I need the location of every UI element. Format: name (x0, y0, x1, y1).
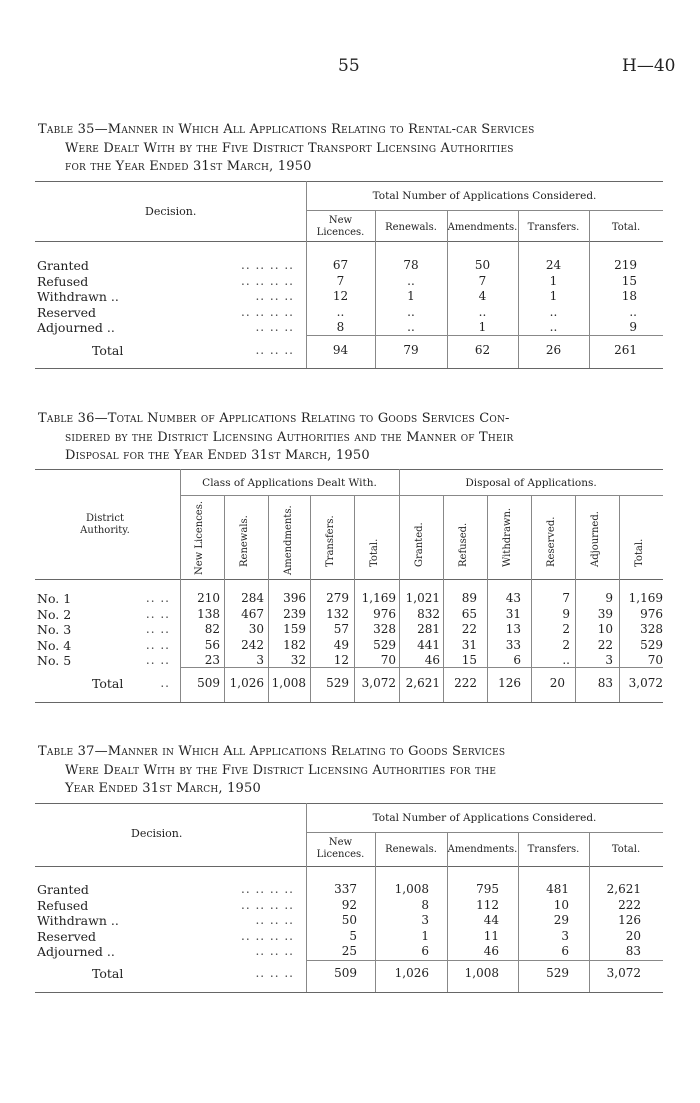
table37-total-cell: 3,072 (606, 966, 641, 980)
table35-title-line: Table 35—Manner in Which All Applications Relating to Rental-car Services (38, 122, 535, 137)
table35-col-new (306, 215, 375, 239)
table36-cell: 13 (505, 622, 521, 636)
table36-leader-dots: .. .. (145, 622, 170, 636)
table37-cell: 126 (618, 913, 641, 927)
table37-col-transfers: Transfers. (527, 844, 580, 855)
table36-cell: 12 (333, 653, 349, 667)
table36-cell: 31 (505, 606, 521, 621)
table35-cell: .. (336, 304, 345, 319)
table36-cell: 976 (640, 606, 663, 621)
table36-col-withdrawn: Withdrawn. (502, 507, 513, 567)
table37-row-label: Granted (37, 882, 89, 897)
table36-cell: 33 (505, 637, 521, 652)
table35-leader-dots: .. .. .. .. (241, 304, 294, 319)
table35-cell: 1 (478, 320, 487, 334)
table37-cell: 6 (561, 944, 569, 958)
table36-col-reserved: Reserved. (546, 516, 557, 567)
table35-row-label: Withdrawn .. (37, 289, 119, 304)
table35-leader-dots: .. .. .. .. (241, 258, 294, 272)
table37-col-new-line2: Licences. (316, 849, 365, 860)
table37-col-amendments: Amendments. (447, 844, 518, 855)
table36-cell: 15 (461, 653, 477, 667)
table36-cell: 138 (197, 606, 220, 621)
table37-total-label: Total (92, 966, 124, 981)
table37-cell: 5 (349, 928, 357, 943)
table35-cell: 1 (549, 273, 558, 288)
table35-row-label: Adjourned .. (37, 320, 115, 335)
table37-leader-dots: .. .. .. .. (241, 897, 294, 912)
table37-total-cell: 1,008 (464, 966, 499, 980)
table37-row-label: Withdrawn .. (37, 913, 119, 928)
table37-cell: 3 (561, 928, 569, 943)
table35-cell: 219 (614, 258, 637, 272)
table37-cell: 25 (341, 944, 357, 958)
table36-cell: .. (562, 653, 570, 667)
table35-total-cell: 26 (545, 343, 562, 357)
table36-col-disposal-total: Total. (634, 538, 645, 567)
table36-col-total: Total. (369, 538, 380, 567)
table37-cell: 222 (618, 897, 641, 912)
table36-total-cell: 1,008 (271, 676, 306, 690)
table35-col-new-line1: New (328, 215, 353, 226)
table35-col-transfers: Transfers. (527, 222, 580, 233)
table37-decision-header: Decision. (131, 827, 183, 840)
table37-cell: 50 (341, 913, 357, 927)
table35-col-total: Total. (611, 222, 641, 233)
table35-cell: .. (549, 304, 558, 319)
table37-total-rule (306, 960, 663, 961)
table36-cell: 3 (605, 653, 613, 667)
table36-cell: 43 (505, 591, 521, 605)
table36-total-cell: 529 (326, 676, 349, 690)
table36-row-label: No. 5 (37, 653, 72, 668)
table35-col-amendments: Amendments. (447, 222, 518, 233)
table36-cell: 70 (647, 653, 663, 667)
table35-cell: 18 (621, 289, 637, 303)
table36-cell: 1,169 (361, 591, 396, 605)
table36-cell: 32 (290, 653, 306, 667)
table35-cell: 1 (407, 289, 415, 303)
table36-cell: 976 (373, 606, 396, 621)
table36-cell: 39 (597, 606, 613, 621)
table36-leader-dots: .. .. (145, 591, 170, 605)
table37-cell: 1 (421, 928, 429, 943)
table36-cell: 6 (513, 653, 521, 667)
table36-cell: 159 (283, 622, 306, 636)
table37-total-cell: 529 (546, 966, 569, 980)
table36-col-granted: Granted. (414, 522, 425, 567)
table37-leader-dots: .. .. .. (255, 966, 294, 980)
table35-cell: .. (407, 304, 415, 319)
table36-cell: 7 (562, 591, 570, 605)
table36-disposal-header: Disposal of Applications. (465, 477, 597, 489)
table35-cell: .. (478, 304, 487, 319)
table36-cell: 57 (333, 622, 349, 636)
table36-total-cell: 3,072 (628, 676, 663, 690)
table36-cell: 182 (283, 637, 306, 652)
table36-col-amendments: Amendments. (283, 505, 294, 575)
table35-cell: 78 (403, 258, 419, 272)
table36-cell: 239 (283, 606, 306, 621)
table36-authority-header-line1: District (86, 513, 124, 524)
table35-row-label: Granted (37, 258, 89, 273)
table36-row-label: No. 3 (37, 622, 72, 637)
table35-cell: .. (407, 273, 415, 288)
table35-cell: 12 (332, 289, 349, 303)
table36-top-rule (35, 469, 663, 470)
table37-cell: 11 (483, 928, 499, 943)
table36-cell: 328 (640, 622, 663, 636)
table35-cell: .. (407, 320, 415, 334)
table37-total-cell: 1,026 (394, 966, 429, 980)
table37-group-header: Total Number of Applications Considered. (372, 812, 597, 824)
table36-cell: 89 (461, 591, 477, 605)
table37-cell: 3 (421, 913, 429, 927)
table36-title-line: sidered by the District Licensing Authorities and the Manner of Their (65, 429, 514, 445)
table36-title (38, 410, 664, 466)
table35-cell: .. (629, 304, 637, 319)
table37-group-rule (306, 832, 663, 833)
table36-leader-dots: .. .. (145, 653, 170, 667)
table36-total-cell: 222 (454, 676, 477, 690)
table35-cell: 7 (336, 273, 345, 288)
table35-leader-dots: .. .. .. (255, 320, 294, 334)
table36-authority-header (70, 513, 140, 537)
table36-total-cell: 3,072 (361, 676, 396, 690)
table35-total-cell: 79 (403, 343, 419, 357)
table36-total-cell: 1,026 (229, 676, 264, 690)
table36-cell: 3 (256, 653, 264, 667)
table35-title (38, 121, 664, 177)
table35-cell: .. (549, 320, 558, 334)
table35-col-renewals: Renewals. (385, 222, 437, 233)
table35-leader-dots: .. .. .. (255, 289, 294, 303)
table35-cell: 1 (549, 289, 558, 303)
table37-col-new-line1: New (328, 837, 353, 848)
table35-total-label: Total (92, 343, 124, 358)
table36-class-header: Class of Applications Dealt With. (202, 477, 377, 489)
table36-col-new-licences: New Licences. (194, 500, 205, 575)
table35-row-label: Reserved (37, 304, 97, 320)
table36-total-cell: 2,621 (405, 676, 440, 690)
table35-bottom-rule (35, 368, 663, 369)
table36-cell: 46 (424, 653, 440, 667)
table37-cell: 44 (483, 913, 499, 927)
table35-header-rule (35, 241, 663, 242)
table37-cell: 6 (421, 944, 429, 958)
table35-total-cell: 261 (614, 343, 637, 357)
table35-title-line: Were Dealt With by the Five District Transport Licensing Authorities (65, 140, 514, 156)
table35-cell: 67 (332, 258, 349, 272)
table36-col-refused: Refused. (458, 522, 469, 567)
table36-cell: 49 (333, 637, 349, 652)
table37-cell: 46 (483, 944, 499, 958)
table37-title (38, 743, 664, 799)
table37-title-line: Were Dealt With by the Five District Licensing Authorities for the (65, 762, 497, 778)
table36-cell: 396 (283, 591, 306, 605)
table36-authority-header-line2: Authority. (80, 525, 130, 536)
table37-row-label: Refused (37, 897, 89, 913)
table35-top-rule (35, 181, 663, 182)
table36-cell: 1,021 (405, 591, 440, 605)
table36-cell: 22 (461, 622, 477, 636)
table35-cell: 9 (629, 320, 637, 334)
table37-cell: 10 (553, 897, 569, 912)
table36-total-label: Total (92, 676, 124, 691)
table36-row-label: No. 2 (37, 606, 72, 622)
table36-cell: 56 (204, 637, 220, 652)
table36-cell: 279 (326, 591, 349, 605)
table36-col-transfers: Transfers. (325, 515, 336, 567)
table37-cell: 83 (625, 944, 641, 958)
table35-group-header: Total Number of Applications Considered. (372, 190, 597, 202)
table37-cell: 2,621 (606, 882, 641, 896)
table37-row-label: Reserved (37, 928, 97, 944)
table36-cell: 284 (241, 591, 264, 605)
table37-leader-dots: .. .. .. (255, 913, 294, 927)
table36-leader-dots: .. (160, 676, 170, 690)
table36-col-adjourned: Adjourned. (590, 511, 601, 567)
table36-group-rule (180, 495, 663, 496)
table36-cell: 210 (197, 591, 220, 605)
table35-leader-dots: .. .. .. (255, 343, 294, 357)
table37-cell: 20 (625, 928, 641, 943)
table37-cell: 8 (421, 897, 429, 912)
table37-title-line: Year Ended 31st March, 1950 (65, 781, 261, 796)
table36-cell: 529 (373, 637, 396, 652)
table35-cell: 50 (474, 258, 491, 272)
table36-header-rule (35, 579, 663, 580)
table36-leader-dots: .. .. (145, 637, 170, 652)
table37-col-total: Total. (611, 844, 641, 855)
table37-cell: 337 (334, 882, 357, 896)
table37-cell: 795 (476, 882, 499, 896)
table35-cell: 8 (336, 320, 345, 334)
table36-cell: 832 (417, 606, 440, 621)
table36-leader-dots: .. .. (145, 606, 170, 621)
table36-cell: 328 (373, 622, 396, 636)
table36-cell: 9 (605, 591, 613, 605)
table37-leader-dots: .. .. .. .. (241, 928, 294, 943)
page-number: 55 (338, 56, 360, 76)
table36-cell: 65 (461, 606, 477, 621)
table36-total-cell: 509 (197, 676, 220, 690)
table36-total-cell: 126 (498, 676, 521, 690)
table36-cell: 22 (597, 637, 613, 652)
table37-header-rule (35, 866, 663, 867)
page-code: H—40 (622, 56, 676, 76)
table35-col-new-line2: Licences. (316, 227, 365, 238)
table35-cell: 15 (621, 273, 637, 288)
table36-cell: 242 (241, 637, 264, 652)
table36-cell: 132 (326, 606, 349, 621)
table36-cell: 2 (562, 637, 570, 652)
table35-leader-dots: .. .. .. .. (241, 273, 294, 288)
table37-bottom-rule (35, 992, 663, 993)
table37-top-rule (35, 803, 663, 804)
table35-row-label: Refused (37, 273, 89, 289)
table36-cell: 9 (562, 606, 570, 621)
table37-cell: 481 (546, 882, 569, 896)
table35-total-cell: 94 (332, 343, 349, 357)
table36-bottom-rule (35, 702, 663, 703)
table36-cell: 1,169 (628, 591, 663, 605)
table37-total-cell: 509 (334, 966, 357, 980)
table35-total-cell: 62 (474, 343, 491, 357)
table37-title-line: Table 37—Manner in Which All Applications Relating to Goods Services (38, 744, 506, 759)
table37-cell: 112 (476, 897, 499, 912)
table36-cell: 2 (562, 622, 570, 636)
table36-total-cell: 20 (549, 676, 565, 690)
table35-cell: 7 (478, 273, 487, 288)
table37-cell: 29 (553, 913, 569, 927)
table36-cell: 31 (461, 637, 477, 652)
table37-cell: 1,008 (394, 882, 429, 896)
table36-cell: 441 (417, 637, 440, 652)
table35-cell: 24 (545, 258, 562, 272)
table35-group-rule (306, 210, 663, 211)
table36-col-renewals: Renewals. (239, 515, 250, 567)
table37-leader-dots: .. .. .. (255, 944, 294, 958)
table37-col-renewals: Renewals. (385, 844, 437, 855)
table36-cell: 82 (204, 622, 220, 636)
table36-title-line: Disposal for the Year Ended 31st March, 1950 (65, 448, 370, 463)
table36-cell: 23 (204, 653, 220, 667)
table37-cell: 92 (341, 897, 357, 912)
table36-cell: 281 (417, 622, 440, 636)
table36-row-label: No. 4 (37, 637, 72, 653)
table36-cell: 10 (597, 622, 613, 636)
table36-cell: 529 (640, 637, 663, 652)
table35-decision-header: Decision. (145, 205, 197, 218)
table36-row-label: No. 1 (37, 591, 72, 606)
table36-cell: 30 (248, 622, 264, 636)
table37-leader-dots: .. .. .. .. (241, 882, 294, 896)
table36-total-cell: 83 (597, 676, 613, 690)
table35-title-line: for the Year Ended 31st March, 1950 (65, 159, 312, 174)
table37-col-new (306, 837, 375, 861)
table36-cell: 467 (241, 606, 264, 621)
table36-title-line: Table 36—Total Number of Applications Relating to Goods Services Con- (38, 411, 510, 426)
table35-cell: 4 (478, 289, 487, 303)
table36-cell: 70 (380, 653, 396, 667)
table37-row-label: Adjourned .. (37, 944, 115, 959)
